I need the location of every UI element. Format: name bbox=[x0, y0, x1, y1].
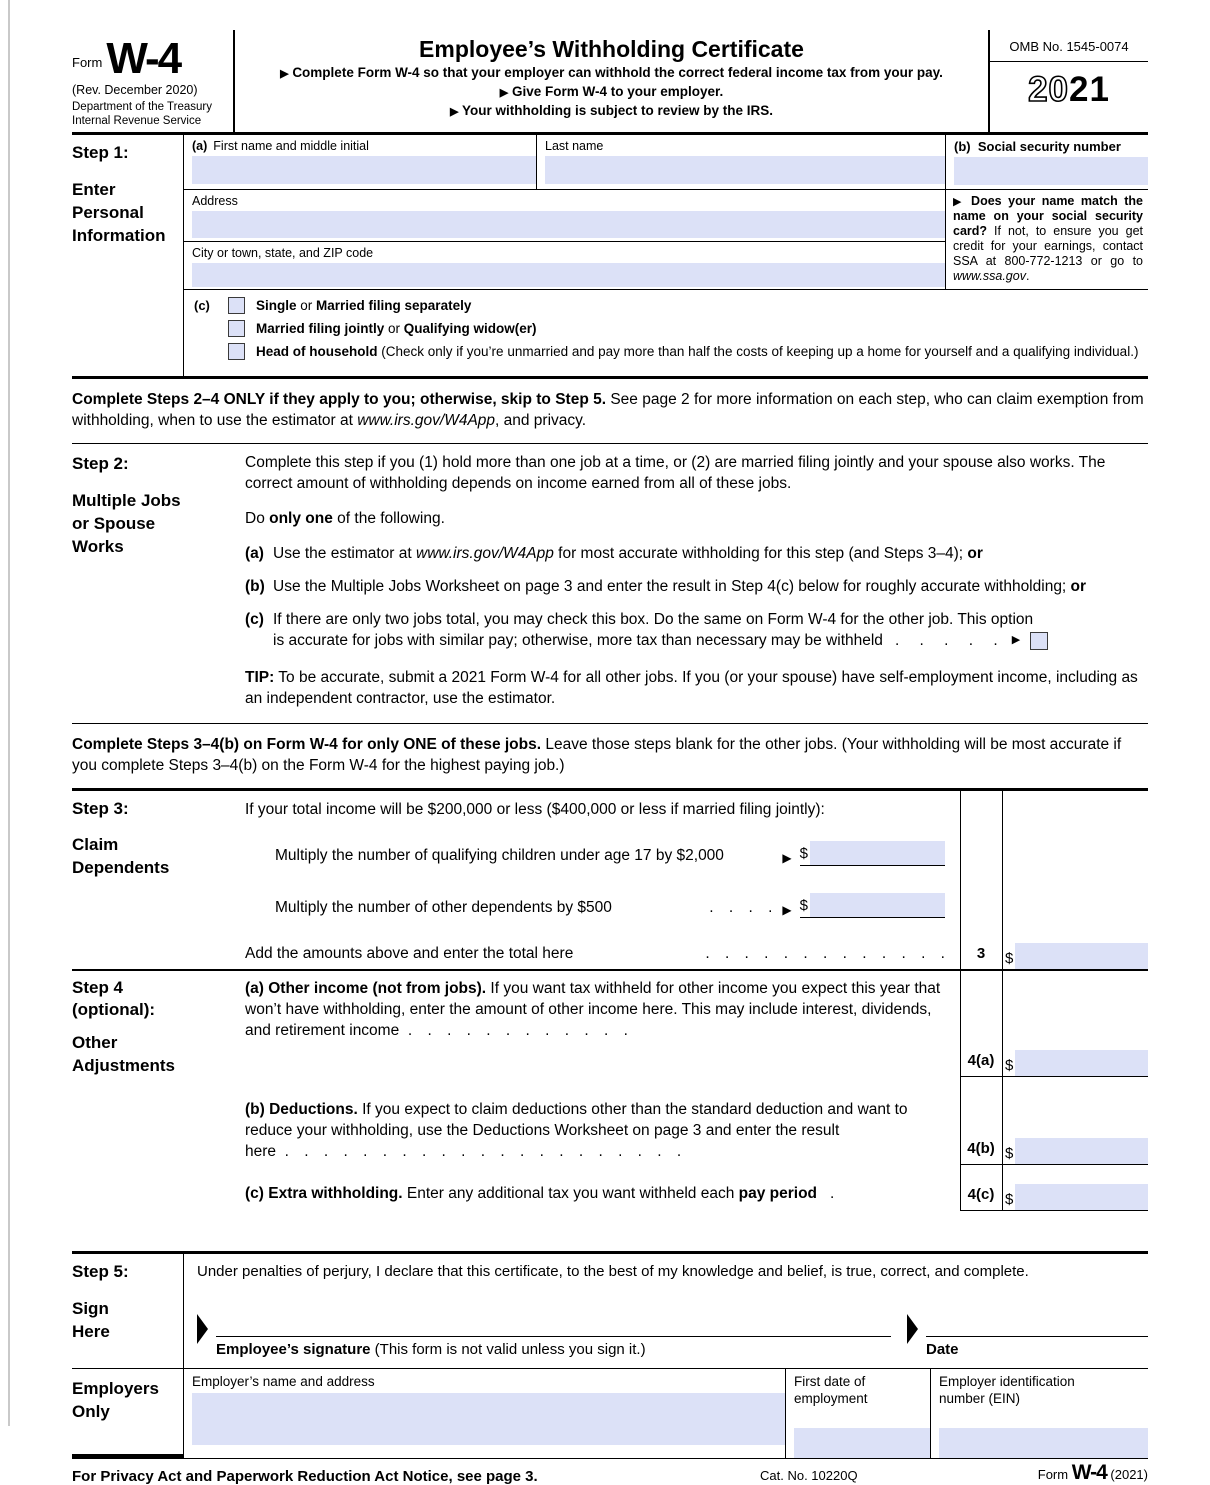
tip-text: To be accurate, submit a 2021 Form W-4 for all other jobs. If you (or your spouse) have self-employment income, including as an independent contractor, use the estimator. bbox=[245, 669, 1138, 708]
city-cell bbox=[184, 242, 945, 289]
filing-status-group bbox=[184, 290, 1148, 376]
employers-label-col bbox=[72, 1369, 184, 1458]
step4-label-2: (optional): bbox=[72, 1000, 156, 1020]
step4c-text: (c) Extra withholding. Enter any additional tax you want withheld each pay period . bbox=[245, 1185, 835, 1203]
steps-3-4b-intro-bold: Complete Steps 3–4(b) on Form W-4 for only ONE of these jobs. bbox=[72, 736, 542, 754]
last-name-cell bbox=[537, 135, 946, 189]
arrow-icon: ▶ bbox=[449, 106, 459, 118]
arrow-icon: ▶ bbox=[953, 196, 965, 209]
step4b-dots: . . . . . . . . . . . . . . . . . . . . . bbox=[284, 1143, 682, 1161]
filing-option-2-mid: or bbox=[384, 321, 404, 337]
filing-option-1-bold2: Married filing separately bbox=[316, 298, 472, 314]
other-dependents-line: Multiply the number of other dependents by $500 bbox=[275, 899, 612, 917]
dollar-sign: $ bbox=[799, 845, 808, 863]
dept-treasury: Department of the Treasury bbox=[72, 101, 212, 114]
ssn-input[interactable] bbox=[954, 157, 1148, 185]
year-outline: 20 bbox=[1028, 70, 1069, 109]
first-date-cell bbox=[785, 1369, 930, 1458]
other-income-input[interactable] bbox=[1015, 1050, 1148, 1076]
perjury-statement: Under penalties of perjury, I declare that this certificate, to the best of my knowledge and belief, is true, correct, and complete. bbox=[197, 1263, 1029, 1281]
ssa-note-end: . bbox=[1025, 269, 1030, 284]
header-instruction-1: Complete Form W-4 so that your employer can withhold the correct federal income tax from your pay. bbox=[292, 65, 943, 80]
child-credit-line: Multiply the number of qualifying children under age 17 by $2,000 bbox=[275, 847, 724, 865]
item-b-marker: (b) bbox=[245, 578, 265, 596]
step2-tip bbox=[245, 667, 1148, 709]
employers-only-section bbox=[72, 1369, 1148, 1459]
extra-withholding-input[interactable] bbox=[1015, 1184, 1148, 1210]
step2-sublabel-2: or Spouse bbox=[72, 514, 156, 534]
step5-label: Step 5: bbox=[72, 1262, 129, 1282]
arrow-icon: ▶ bbox=[499, 87, 509, 99]
ssa-note-bold: Does your name match the name on your social security card? bbox=[953, 194, 1143, 239]
item-c-marker: (c) bbox=[245, 611, 264, 629]
steps-3-4b-intro-text: Leave those steps blank for the other jobs. (Your withholding will be most accurate if you complete Steps 3–4(b) on the Form W-4 for the highest paying job.) bbox=[72, 736, 1122, 775]
ssa-note-url: www.ssa.gov bbox=[953, 269, 1026, 284]
employer-name-cell bbox=[184, 1369, 785, 1458]
form-header bbox=[72, 30, 1148, 135]
steps-2-4-intro-text: See page 2 for more information on each step, who can claim exemption from withholding, when to use the estimator at bbox=[72, 391, 1144, 430]
item-a-marker: (a) bbox=[245, 545, 264, 563]
first-date-label-1: First date of bbox=[794, 1374, 866, 1390]
tax-year bbox=[990, 62, 1148, 110]
steps-2-4-intro-bold: Complete Steps 2–4 ONLY if they apply to you; otherwise, skip to Step 5. bbox=[72, 391, 607, 409]
step5-label-col bbox=[72, 1254, 184, 1368]
filing-option-2-bold1: Married filing jointly bbox=[256, 321, 385, 337]
address-block bbox=[184, 190, 946, 289]
form-footer bbox=[72, 1459, 1148, 1485]
last-name-label: Last name bbox=[545, 139, 604, 154]
date-label: Date bbox=[926, 1341, 959, 1359]
checkbox-married-filing-jointly[interactable] bbox=[228, 320, 245, 337]
address-label: Address bbox=[192, 194, 238, 209]
child-credit-input[interactable] bbox=[810, 841, 945, 865]
filing-option-2-bold2: Qualifying widow(er) bbox=[403, 321, 537, 337]
step4a-text: (a) Other income (not from jobs). If you want tax withheld for other income you expect this year that won’t have withholding, enter the amount of other income here. This may include interest, dividends, and retirement income . . . . . . . . . . . . bbox=[245, 980, 941, 1040]
filing-option-3-end: (Check only if you’re unmarried and pay more than half the costs of keeping up a home for yourself and a qualifying individual.) bbox=[381, 344, 1139, 360]
tip-bold: TIP: bbox=[245, 669, 275, 687]
step1-sublabel-3: Information bbox=[72, 226, 166, 246]
employer-name-label: Employer’s name and address bbox=[192, 1374, 375, 1390]
total-credits-line: Add the amounts above and enter the total here bbox=[245, 945, 574, 963]
checkbox-single-or-married-separately[interactable] bbox=[228, 297, 245, 314]
ssn-prefix: (b) bbox=[954, 139, 971, 155]
step2-paragraph-2: Do only one of the following. bbox=[245, 510, 445, 528]
step2-sublabel-3: Works bbox=[72, 537, 124, 557]
step1-label-col bbox=[72, 135, 184, 376]
dollar-sign: $ bbox=[1005, 1145, 1014, 1163]
total-credits-dots: . . . . . . . . . . . . . bbox=[705, 945, 945, 963]
filing-option-3-bold1: Head of household bbox=[256, 344, 378, 360]
first-name-cell bbox=[184, 135, 537, 189]
step5-sublabel-2: Here bbox=[72, 1322, 110, 1342]
filing-option-1-mid: or bbox=[296, 298, 317, 314]
other-dependents-dots: . . . . bbox=[709, 899, 773, 917]
filing-option-1-bold1: Single bbox=[256, 298, 297, 314]
row-number-4c: 4(c) bbox=[960, 1183, 1002, 1211]
ein-label-2: number (EIN) bbox=[939, 1391, 1021, 1407]
step2-section bbox=[72, 444, 1148, 724]
step5-body bbox=[184, 1254, 1148, 1368]
step1-sublabel-1: Enter bbox=[72, 180, 116, 200]
header-instruction-2: Give Form W-4 to your employer. bbox=[511, 84, 724, 99]
row-number-4b: 4(b) bbox=[960, 1099, 1002, 1165]
signature-label-normal: (This form is not valid unless you sign it.) bbox=[370, 1341, 646, 1359]
form-revision: (Rev. December 2020) bbox=[72, 83, 198, 98]
footer-form-id: Form W-4 (2021) bbox=[1037, 1461, 1148, 1485]
catalog-number: Cat. No. 10220Q bbox=[760, 1468, 858, 1484]
form-id-block bbox=[72, 30, 233, 132]
omb-year-block bbox=[990, 30, 1148, 132]
steps-2-4-intro-end: , and privacy. bbox=[495, 412, 587, 430]
city-label: City or town, state, and ZIP code bbox=[192, 246, 374, 261]
arrow-icon: ▶ bbox=[782, 903, 792, 918]
form-number: W-4 bbox=[106, 34, 181, 83]
steps-2-4-intro-url: www.irs.gov/W4App bbox=[357, 412, 496, 430]
step1-section bbox=[72, 135, 1148, 379]
step2-sublabel-1: Multiple Jobs bbox=[72, 491, 181, 511]
date-arrow-icon bbox=[907, 1314, 918, 1344]
ein-cell bbox=[930, 1369, 1148, 1458]
dept-irs: Internal Revenue Service bbox=[72, 115, 202, 128]
page-edge-shadow bbox=[8, 0, 10, 1426]
step5-sublabel-1: Sign bbox=[72, 1299, 109, 1319]
arrow-icon: ▶ bbox=[782, 851, 792, 866]
first-date-input[interactable] bbox=[794, 1428, 930, 1458]
ssa-note bbox=[946, 190, 1148, 289]
city-input[interactable] bbox=[192, 263, 945, 287]
step4a-dots: . . . . . . . . . . . . bbox=[407, 1022, 628, 1040]
ssa-note-text: If not, to ensure you get credit for your earnings, contact SSA at 800-772-1213 or go to bbox=[953, 224, 1143, 269]
signature-arrow-icon bbox=[197, 1314, 208, 1344]
item-c-line1: If there are only two jobs total, you may check this box. Do the same on Form W-4 for the other job. This option bbox=[273, 611, 1034, 629]
ein-input[interactable] bbox=[939, 1428, 1148, 1458]
step4b-text: (b) Deductions. If you expect to claim deductions other than the standard deduction and want to reduce your withholding, use the Deductions Worksheet on page 3 and enter the result here . . . . . . . . . . . . . . . . . . . . . bbox=[245, 1101, 908, 1161]
step2-paragraph-1: Complete this step if you (1) hold more than one job at a time, or (2) are married filing jointly and your spouse also works. The correct amount of withholding depends on income earned from all of these jobs. bbox=[245, 454, 1106, 493]
first-name-input[interactable] bbox=[192, 156, 536, 184]
step1-sublabel-2: Personal bbox=[72, 203, 144, 223]
dollar-sign: $ bbox=[1005, 950, 1014, 968]
steps-3-4b-intro bbox=[72, 724, 1148, 791]
employer-name-input[interactable] bbox=[192, 1393, 785, 1445]
checkbox-head-of-household[interactable] bbox=[228, 343, 245, 360]
step3-label: Step 3: bbox=[72, 799, 129, 819]
item-c-line2: is accurate for jobs with similar pay; otherwise, more tax than necessary may be withheld bbox=[273, 632, 883, 650]
form-title-block bbox=[233, 30, 990, 132]
step2-body bbox=[245, 452, 1148, 721]
dollar-sign: $ bbox=[799, 897, 808, 915]
arrow-icon: ▶ bbox=[280, 68, 289, 80]
signature-label-bold: Employee’s signature bbox=[216, 1341, 371, 1359]
step4-label-3: Other bbox=[72, 1033, 118, 1053]
privacy-act-notice: For Privacy Act and Paperwork Reduction Act Notice, see page 3. bbox=[72, 1468, 538, 1485]
address-cell bbox=[184, 190, 945, 242]
address-input[interactable] bbox=[192, 211, 945, 238]
employers-label-2: Only bbox=[72, 1402, 110, 1422]
item-c-dots: . . . . . bbox=[894, 632, 998, 650]
filing-status-prefix: (c) bbox=[194, 298, 210, 314]
form-title: Employee’s Withholding Certificate bbox=[419, 36, 804, 62]
step2-item-c bbox=[245, 609, 1148, 651]
step4-label-4: Adjustments bbox=[72, 1056, 175, 1076]
dollar-sign: $ bbox=[1005, 1191, 1014, 1209]
employers-label-1: Employers bbox=[72, 1379, 159, 1399]
first-date-label-2: employment bbox=[794, 1391, 868, 1407]
form-content bbox=[72, 30, 1148, 1485]
step2-label: Step 2: bbox=[72, 454, 129, 474]
arrow-icon: ▶ bbox=[1011, 634, 1021, 647]
step3-sublabel-1: Claim bbox=[72, 835, 119, 855]
deductions-input[interactable] bbox=[1015, 1138, 1148, 1164]
year-bold: 21 bbox=[1069, 70, 1110, 109]
first-name-label: First name and middle initial bbox=[213, 139, 369, 154]
row-number-4a: 4(a) bbox=[960, 978, 1002, 1077]
step5-section bbox=[72, 1251, 1148, 1369]
step4c-dots: . bbox=[829, 1185, 835, 1203]
header-instruction-3: Your withholding is subject to review by the IRS. bbox=[461, 103, 774, 118]
spacer bbox=[72, 1211, 1148, 1251]
last-name-input[interactable] bbox=[545, 156, 945, 184]
amount-column-line bbox=[1002, 791, 1003, 1211]
checkbox-two-jobs-total[interactable] bbox=[1030, 632, 1048, 650]
dollar-sign: $ bbox=[1005, 1057, 1014, 1075]
row-number-3: 3 bbox=[976, 945, 986, 963]
step2-item-b: (b) Use the Multiple Jobs Worksheet on page 3 and enter the result in Step 4(c) below for roughly accurate withholding; or bbox=[245, 578, 1087, 596]
steps-2-4-intro bbox=[72, 379, 1148, 444]
step2-label-col bbox=[72, 452, 245, 721]
step4-label-1: Step 4 bbox=[72, 978, 124, 998]
other-dependents-input[interactable] bbox=[810, 893, 945, 917]
ssn-label: Social security number bbox=[977, 139, 1121, 155]
step2-item-a: (a) Use the estimator at www.irs.gov/W4App for most accurate withholding for this step (and Steps 3–4); or bbox=[245, 545, 983, 563]
total-credits-input[interactable] bbox=[1015, 943, 1148, 969]
omb-number: OMB No. 1545-0074 bbox=[990, 30, 1148, 62]
first-name-prefix: (a) bbox=[192, 139, 208, 154]
step3-sublabel-2: Dependents bbox=[72, 858, 170, 878]
ein-label-1: Employer identification bbox=[939, 1374, 1075, 1390]
step1-label: Step 1: bbox=[72, 143, 129, 163]
form-word: Form bbox=[72, 55, 103, 71]
step1-fields bbox=[184, 135, 1148, 376]
row-number-column-line bbox=[960, 791, 961, 1211]
ssn-cell bbox=[946, 135, 1148, 189]
steps-3-4-table bbox=[72, 791, 1148, 1211]
step3-intro: If your total income will be $200,000 or less ($400,000 or less if married filing jointly): bbox=[245, 801, 825, 819]
